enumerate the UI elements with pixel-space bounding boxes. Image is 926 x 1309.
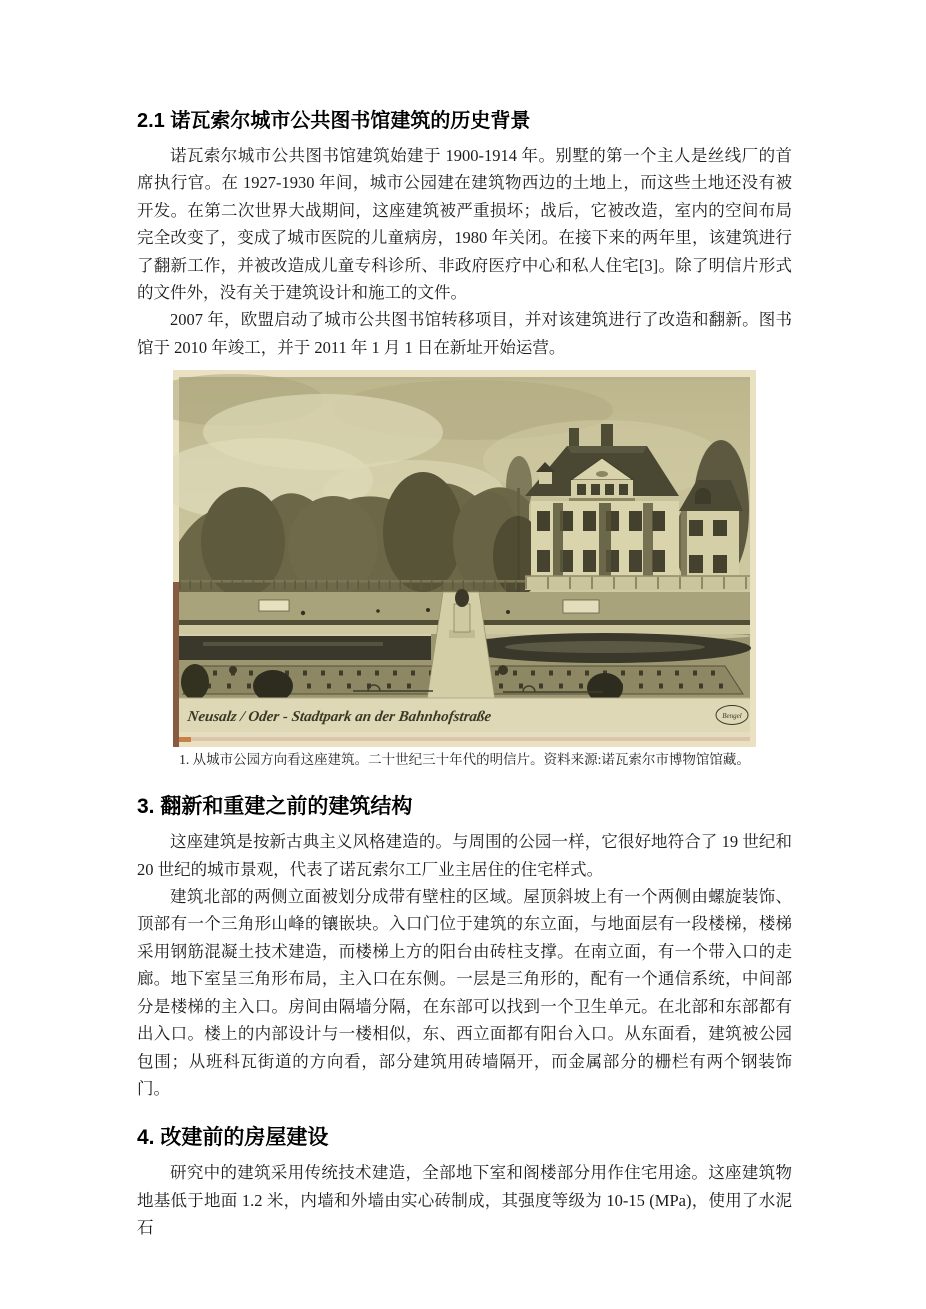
history-paragraph-1: 诺瓦索尔城市公共图书馆建筑始建于 1900-1914 年。别墅的第一个主人是丝线厂的首席执行官。在 1927-1930 年间，城市公园建在建筑物西边的土地上，而这些土地还没有被开发。在第二次世界大战期间，这座建筑被严重损坏；战后，它被改造，室内的空间布局完全改变了，变成了城市医院的儿童病房，1980 年关闭。在接下来的两年里，该建筑进行了翻新工作，并被改造成儿童专科诊所、非政府医疗中心和私人住宅[3]。除了明信片形式的文件外，没有关于建筑设计和施工的文件。: [137, 146, 792, 303]
structure-paragraph-2: 建筑北部的两侧立面被划分成带有壁柱的区域。屋顶斜坡上有一个两侧由螺旋装饰、顶部有一个三角形山峰的镶嵌块。入口门位于建筑的东立面，与地面层有一段楼梯，楼梯采用钢筋混凝土技术建造，而楼梯上方的阳台由砖柱支撑。在南立面，有一个带入口的走廊。地下室呈三角形布局，主入口在东侧。一层是三角形的，配有一个通信系统，中间部分是楼梯的主入口。房间由隔墙分隔，在东部可以找到一个卫生单元。在北部和东部都有出入口。楼上的内部设计与一楼相似，东、西立面都有阳台入口。从东面看，建筑被公园包围；从班科瓦街道的方向看，部分建筑用砖墙隔开，而金属部分的栅栏有两个钢装饰门。: [137, 887, 792, 1098]
postcard-bottom-strip: [179, 698, 750, 732]
section-2-1-heading: 2.1 诺瓦索尔城市公共图书馆建筑的历史背景: [137, 110, 531, 132]
publisher-logo-text: Bengel: [722, 712, 742, 721]
history-paragraph-2: 2007 年，欧盟启动了城市公共图书馆转移项目，并对该建筑进行了改造和翻新。图书馆于 2010 年竣工，并于 2011 年 1 月 1 日在新址开始运营。: [137, 310, 792, 357]
postcard-photo: [173, 370, 756, 747]
postcard-illustration: [173, 370, 756, 747]
page-content: [137, 0, 792, 1242]
publisher-logo: [716, 706, 748, 725]
figure-caption: 1. 从城市公园方向看这座建筑。二十世纪三十年代的明信片。资料来源:诺瓦索尔市博物馆馆藏。: [179, 752, 750, 768]
construction-paragraph-1: 研究中的建筑采用传统技术建造，全部地下室和阁楼部分用作住宅用途。这座建筑物地基低于地面 1.2 米，内墙和外墙由实心砖制成，其强度等级为 10-15 (MPa)，使用了水泥石: [137, 1163, 792, 1238]
section-3-heading: 3. 翻新和重建之前的建筑结构: [137, 795, 413, 819]
section-4-heading: 4. 改建前的房屋建设: [137, 1126, 329, 1150]
postcard-title-text: Neusalz / Oder - Stadtpark an der Bahnhofstraße: [186, 709, 493, 726]
structure-paragraph-1: 这座建筑是按新古典主义风格建造的。与周围的公园一样，它很好地符合了 19 世纪和 20 世纪的城市景观，代表了诺瓦索尔工厂业主居住的住宅样式。: [137, 832, 792, 879]
